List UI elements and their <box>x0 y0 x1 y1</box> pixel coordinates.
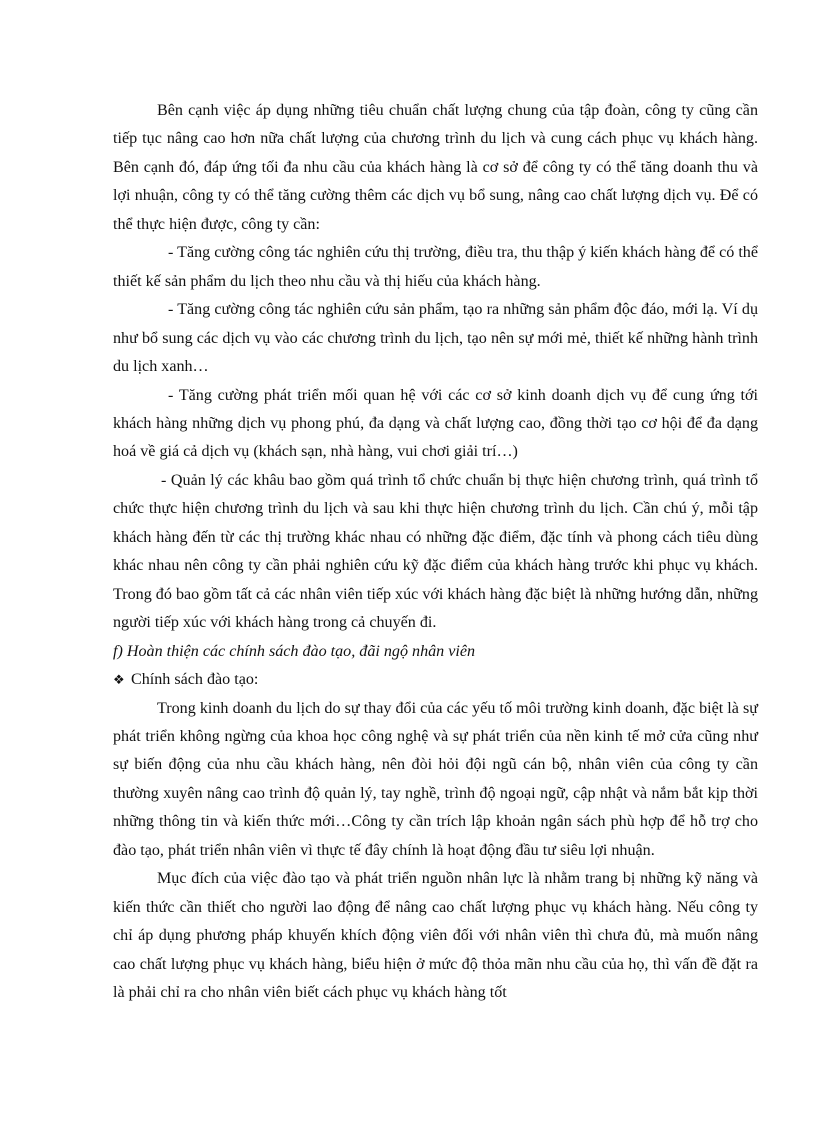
subsection-heading-row <box>113 666 758 694</box>
training-purpose-paragraph: Mục đích của việc đào tạo và phát triển nguồn nhân lực là nhằm trang bị những kỹ năng và kiến thức cần thiết cho người lao động để nâng cao chất lượng phục vụ khách hàng. Nếu công ty chỉ áp dụng phương pháp khuyến khích động viên đối với nhân viên thì chưa đủ, mà muốn nâng cao chất lượng phục vụ khách hàng, biểu hiện ở mức độ thỏa mãn nhu cầu của họ, thì vấn đề đặt ra là phải chỉ ra cho nhân viên biết cách phục vụ khách hàng tốt <box>113 870 758 1002</box>
training-paragraph: Trong kinh doanh du lịch do sự thay đổi của các yếu tố môi trường kinh doanh, đặc biệt là sự phát triển không ngừng của khoa học công nghệ và sự phát triển của nền kinh tế mở cửa cũng như sự biến động của nhu cầu khách hàng, nên đòi hỏi đội ngũ cán bộ, nhân viên của công ty cần thường xuyên nâng cao trình độ quản lý, tay nghề, trình độ ngoại ngữ, cập nhật và nắm bắt kịp thời những thông tin và kiến thức mới…Công ty cần trích lập khoản ngân sách phù hợp để hỗ trợ cho đào tạo, phát triển nhân viên vì thực tế đây chính là hoạt động đầu tư siêu lợi nhuận. <box>113 699 758 859</box>
subsection-heading: Chính sách đào tạo: <box>131 671 259 689</box>
diamond-bullet-icon: ❖ <box>113 672 125 688</box>
document-page <box>113 97 758 1008</box>
section-heading: f) Hoàn thiện các chính sách đào tạo, đãi ngộ nhân viên <box>113 642 476 660</box>
intro-paragraph: Bên cạnh việc áp dụng những tiêu chuẩn chất lượng chung của tập đoàn, công ty cũng cần tiếp tục nâng cao hơn nữa chất lượng của chương trình du lịch và cung cách phục vụ khách hàng. Bên cạnh đó, đáp ứng tối đa nhu cầu của khách hàng là cơ sở để công ty có thể tăng doanh thu và lợi nhuận, công ty có thể tăng cường thêm các dịch vụ bổ sung, nâng cao chất lượng dịch vụ. Để có thể thực hiện được, công ty cần: <box>113 102 758 233</box>
measure-partner-relations: - Tăng cường phát triển mối quan hệ với các cơ sở kinh doanh dịch vụ để cung ứng tới khách hàng những dịch vụ phong phú, đa dạng và chất lượng cao, đồng thời tạo cơ hội để đa dạng hoá về giá cả dịch vụ (khách sạn, nhà hàng, vui chơi giải trí…) <box>113 386 758 461</box>
measure-market-research: - Tăng cường công tác nghiên cứu thị trường, điều tra, thu thập ý kiến khách hàng để có thể thiết kế sản phẩm du lịch theo nhu cầu và thị hiếu của khách hàng. <box>113 244 758 290</box>
measure-product-research: - Tăng cường công tác nghiên cứu sản phẩm, tạo ra những sản phẩm độc đáo, mới lạ. Ví dụ như bổ sung các dịch vụ vào các chương trình du lịch, tạo nên sự mới mẻ, thiết kế những hành trình du lịch xanh… <box>113 301 758 376</box>
measure-process-management: - Quản lý các khâu bao gồm quá trình tổ chức chuẩn bị thực hiện chương trình, quá trình tổ chức thực hiện chương trình du lịch và sau khi thực hiện chương trình du lịch. Cần chú ý, mỗi tập khách hàng đến từ các thị trường khác nhau có những đặc điểm, đặc tính và phong cách tiêu dùng khác nhau nên công ty cần phải nghiên cứu kỹ đặc điểm của khách hàng trước khi phục vụ khách. Trong đó bao gồm tất cả các nhân viên tiếp xúc với khách hàng đặc biệt là những hướng dẫn, những người tiếp xúc với khách hàng trong cả chuyến đi. <box>113 471 758 632</box>
